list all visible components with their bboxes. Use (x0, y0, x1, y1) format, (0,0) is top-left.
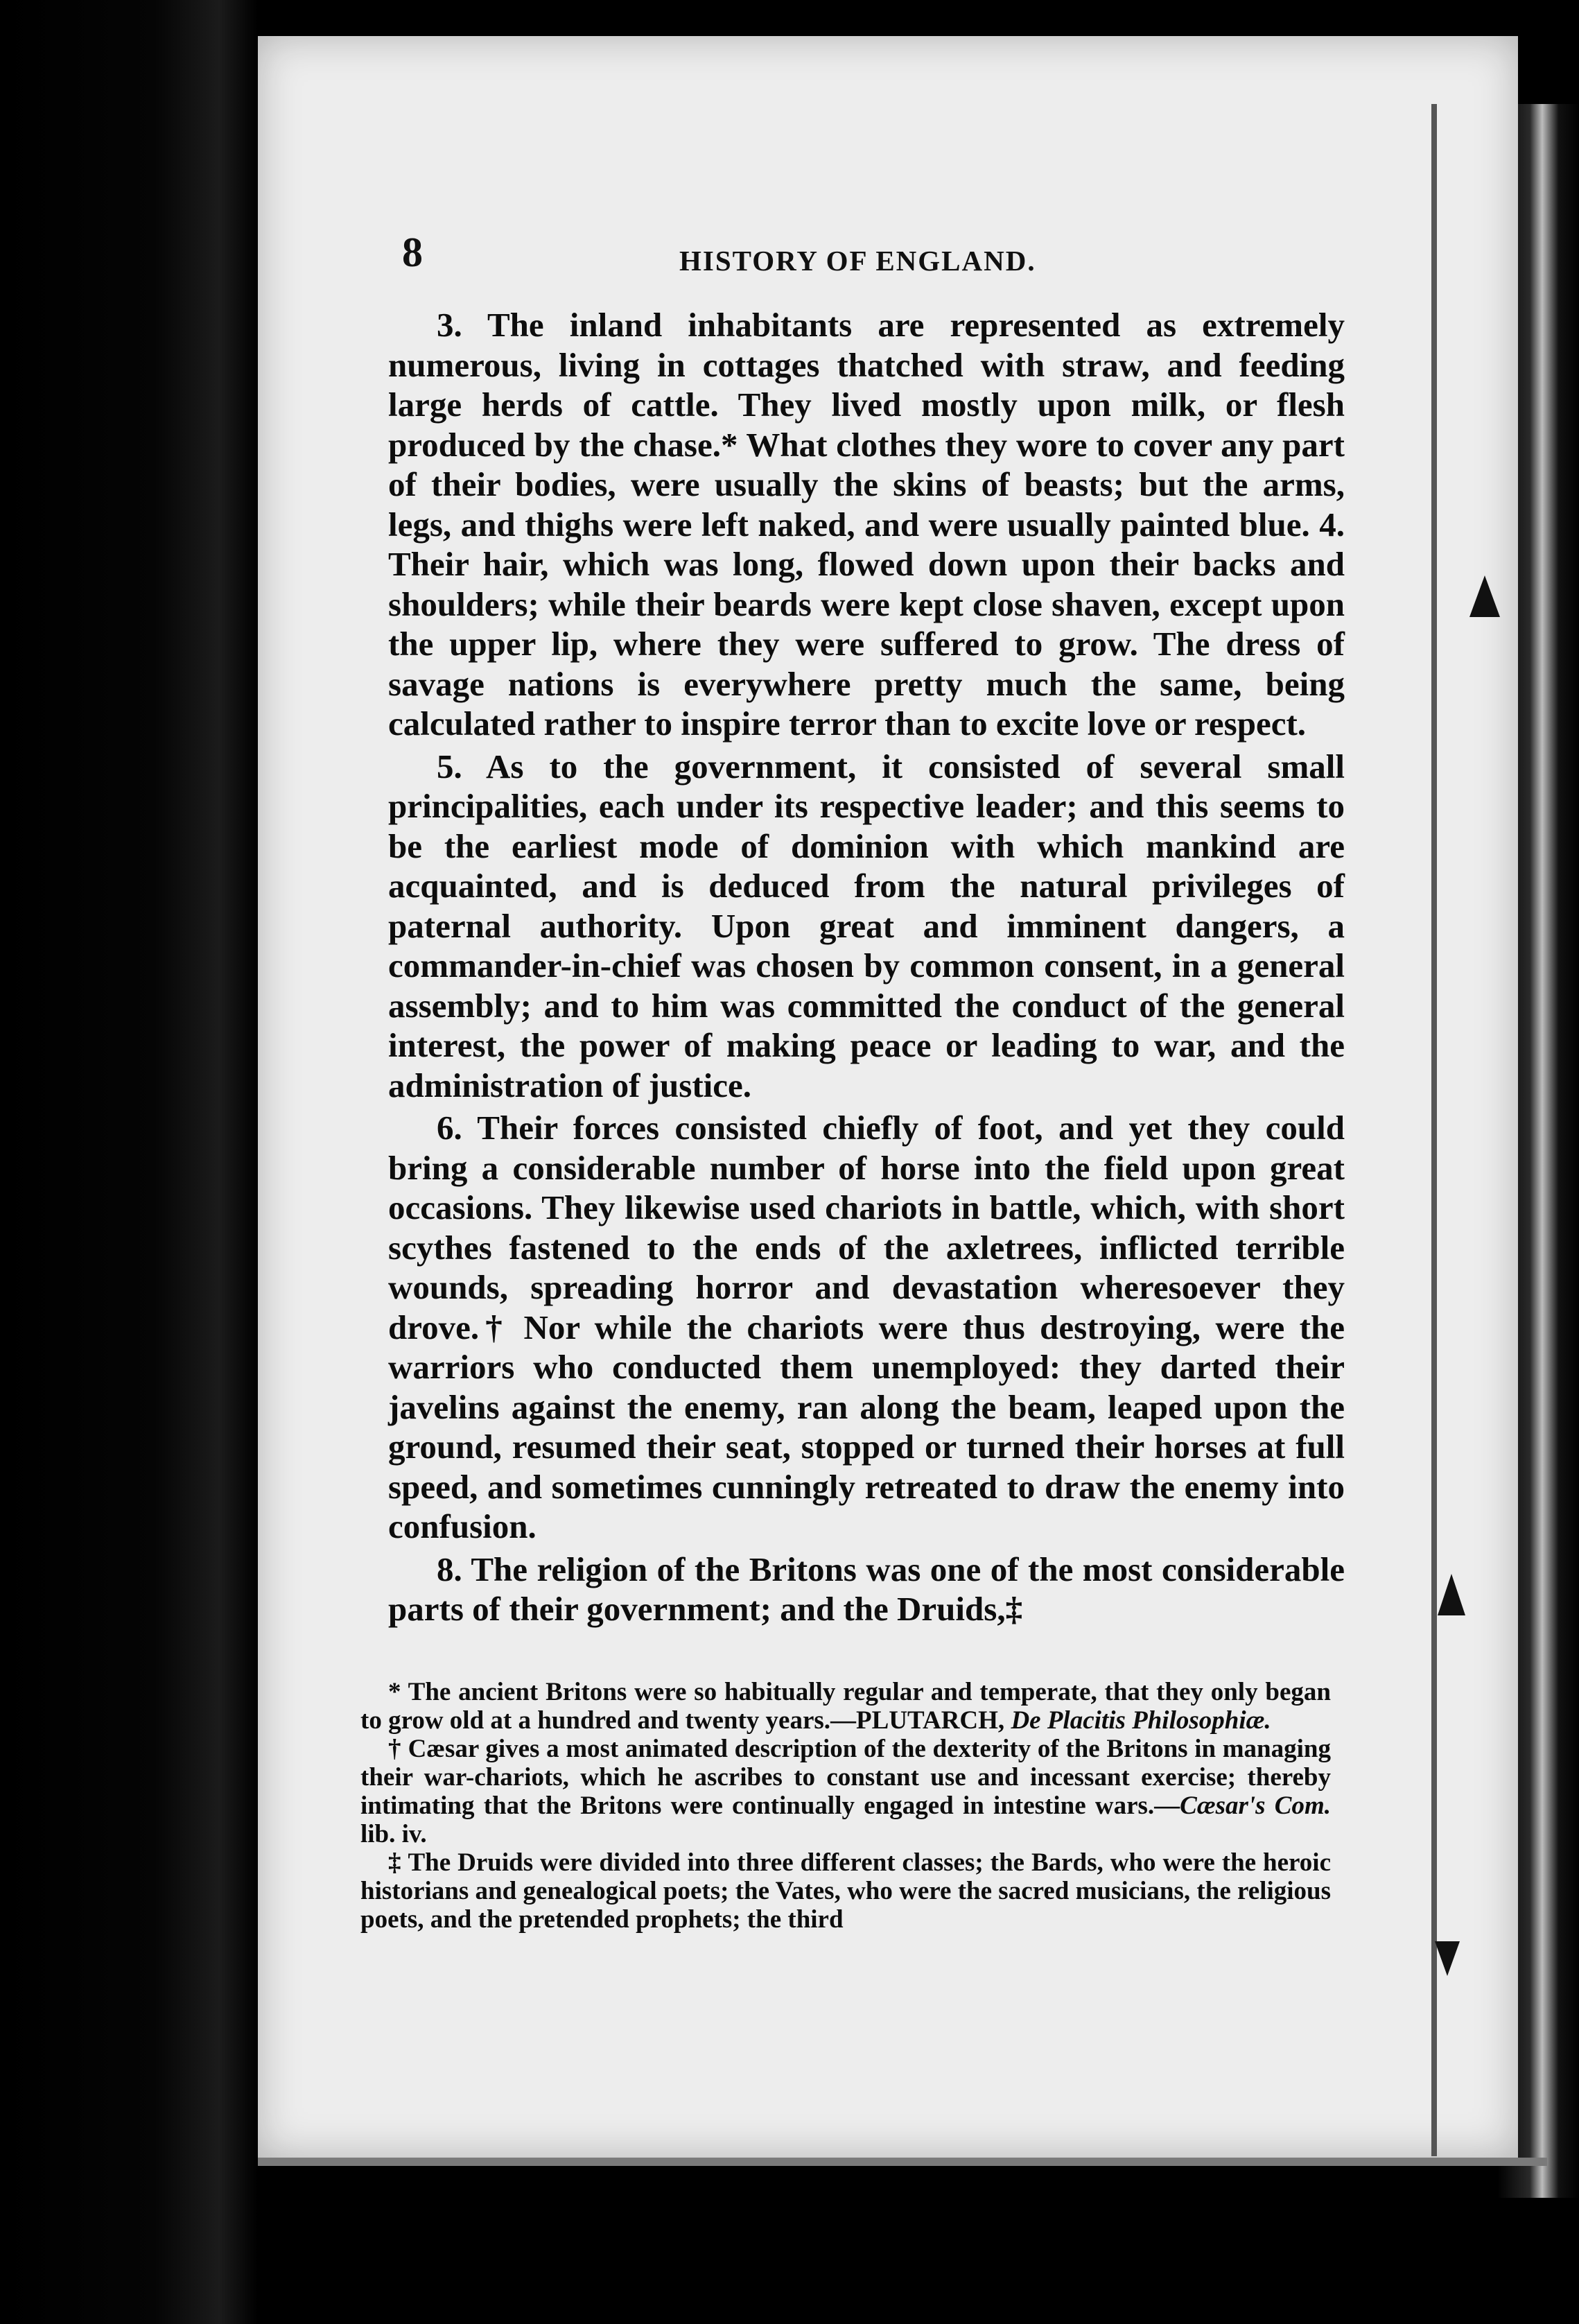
footnote (360, 1678, 1331, 1735)
footnote-tail: lib. iv. (360, 1820, 427, 1848)
footnote-source: Cæsar's Com. (1180, 1792, 1331, 1820)
page-marker-icon (1469, 575, 1500, 617)
footnote-source: De Placitis Philosophiæ. (1011, 1706, 1271, 1735)
paragraph: 8. The religion of the Britons was one of the most considerable parts of their government; and the Druids,‡ (388, 1550, 1345, 1628)
footnote: ‡ The Druids were divided into three different classes; the Bards, who were the heroic historians and genealogical poets; the Vates, who were the sacred musicians, the religious poets, and the pretended prophets; the third (360, 1848, 1331, 1934)
running-title: HISTORY OF ENGLAND. (679, 245, 1036, 277)
body-text (388, 305, 1345, 1629)
paragraph: 6. Their forces consisted chiefly of foot, and yet they could bring a considerable number of horse into the field upon great occasions. They likewise used chariots in battle, which, with short scythes fastened to the ends of the axletrees, inflicted terrible wounds, spreading horror and devastation wheresoever they drove.† Nor while the chariots were thus destroying, were the warriors who conducted them unemployed: they darted their javelins against the enemy, ran along the beam, leaped upon the ground, resumed their seat, stopped or turned their horses at full speed, and sometimes cunningly retreated to draw the enemy into confusion. (388, 1109, 1345, 1545)
page-bottom-edge (258, 2158, 1547, 2166)
page-marker-icon (1435, 1941, 1460, 1976)
footnote (360, 1735, 1331, 1848)
footnote-text: † Cæsar gives a most animated description of the dexterity of the Britons in managing their war-chariots, which he ascribes to constant use and incessant exercise; thereby intimating that the Britons were continually engaged in intestine wars.— (360, 1735, 1331, 1820)
footnotes (360, 1678, 1331, 1934)
page-number: 8 (402, 229, 423, 275)
page-marker-icon (1438, 1574, 1465, 1615)
left-scan-border (0, 0, 258, 2324)
page-header (402, 229, 1359, 284)
footnote-text: * The ancient Britons were so habitually regular and temperate, that they only began to grow old at a hundred and twenty years.—PLUTARCH, (360, 1678, 1331, 1735)
paragraph: 5. As to the government, it consisted of several small principalities, each under its respective leader; and this seems to be the earliest mode of dominion with which mankind are acquainted, and is deduced from the natural privileges of paternal authority. Upon great and imminent dangers, a commander-in-chief was chosen by common consent, in a general assembly; and to him was committed the conduct of the general interest, the power of making peace or leading to war, and the administration of justice. (388, 747, 1345, 1104)
paragraph: 3. The inland inhabitants are represented as extremely numerous, living in cottages thatched with straw, and feeding large herds of cattle. They lived mostly upon milk, or flesh produced by the chase.* What clothes they wore to cover any part of their bodies, were usually the skins of beasts; but the arms, legs, and thighs were left naked, and were usually painted blue. 4. Their hair, which was long, flowed down upon their backs and shoulders; while their beards were kept close shaven, except upon the upper lip, where they were suffered to grow. The dress of savage nations is everywhere pretty much the same, being calculated rather to inspire terror than to excite love or respect. (388, 306, 1345, 743)
page-fold-line (1431, 104, 1437, 2156)
